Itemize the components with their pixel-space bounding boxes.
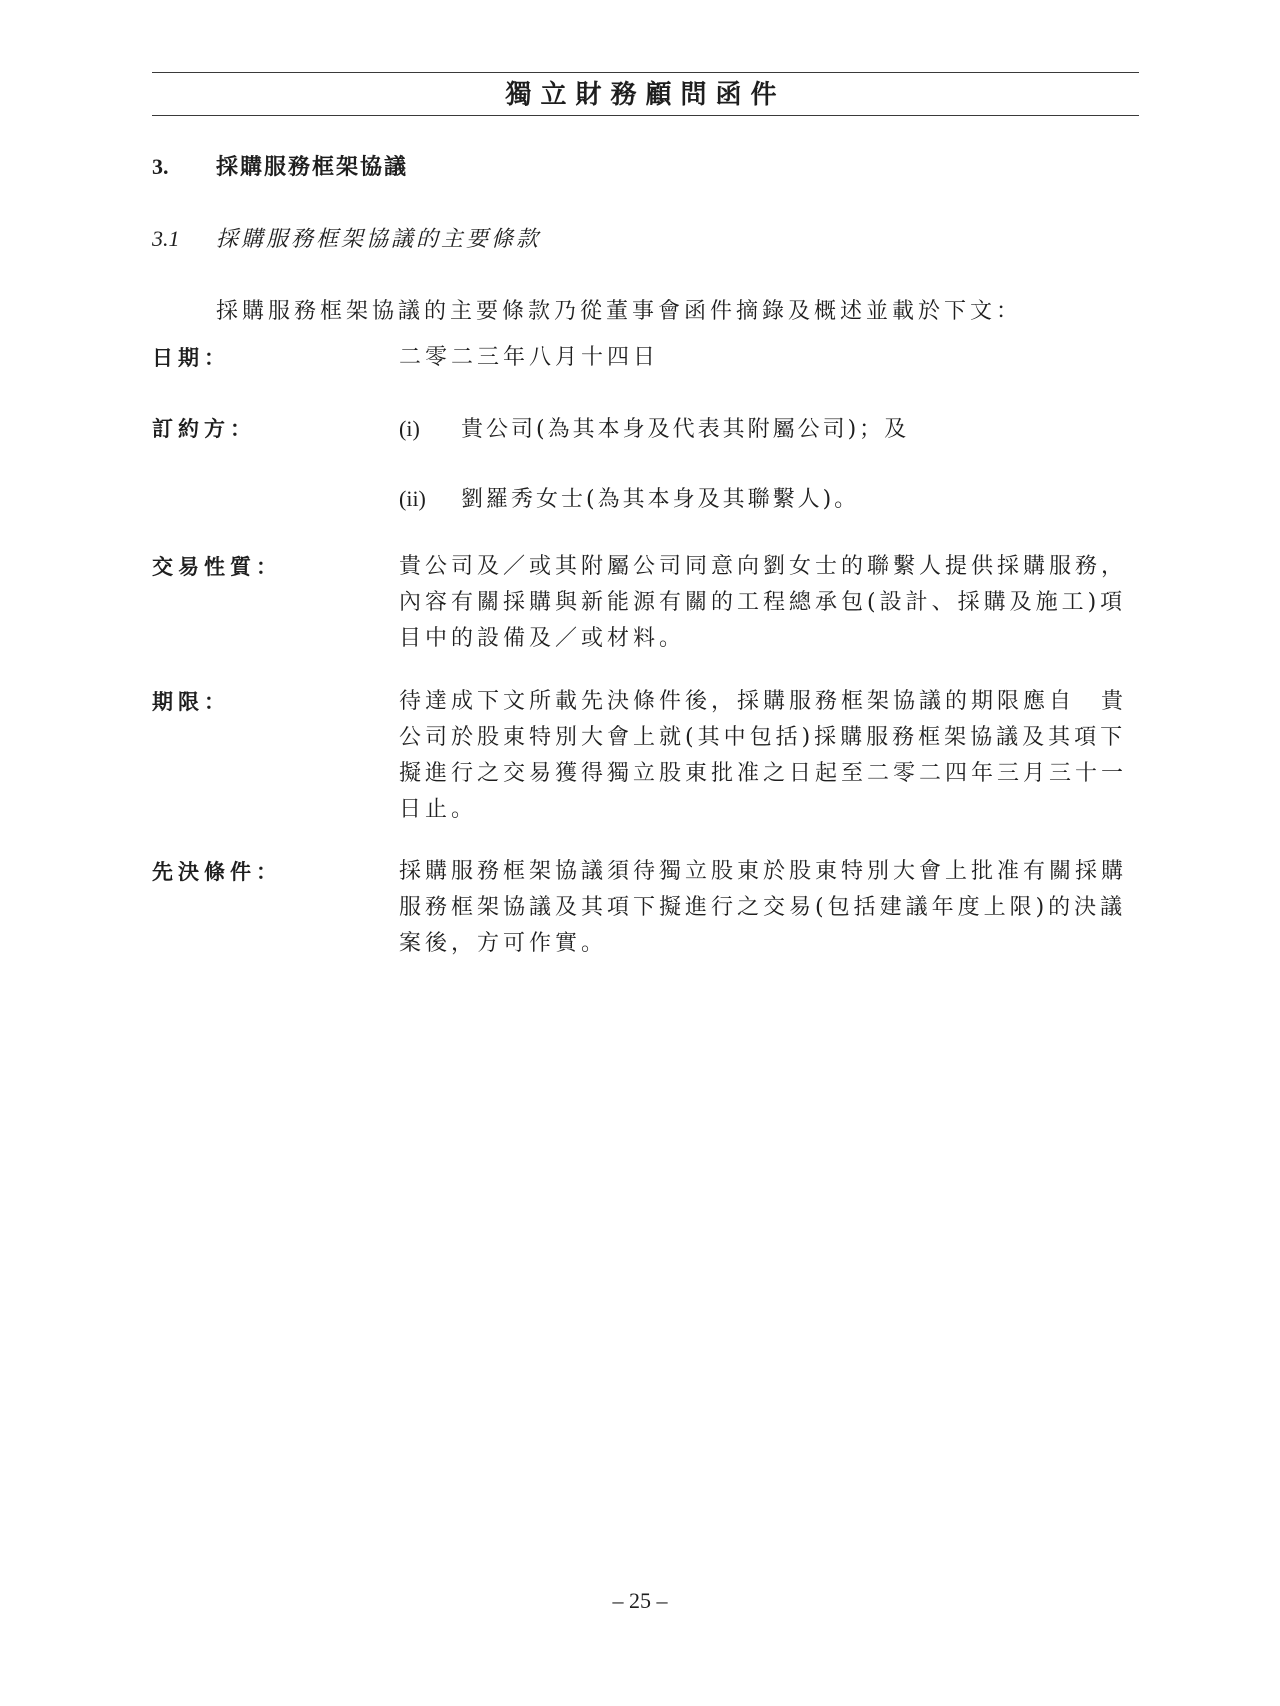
term-value-line: 目中的設備及／或材料。 [399, 626, 686, 651]
term-value-date [399, 340, 1141, 376]
section-title: 採購服務框架協議 [216, 155, 409, 180]
header-bottom-rule [152, 115, 1139, 116]
subsection-heading [152, 222, 541, 257]
party-item-text: 貴公司(為其本身及代表其附屬公司)；及 [461, 417, 910, 442]
section-number: 3. [152, 154, 169, 179]
term-label-nature: 交易性質： [152, 555, 282, 579]
page-number: – 25 – [612, 1588, 668, 1613]
term-value-line: 服務框架協議及其項下擬進行之交易(包括建議年度上限)的決議 [399, 895, 1127, 920]
term-value-line: 日止。 [399, 797, 478, 822]
term-value-line: 貴公司及／或其附屬公司同意向劉女士的聯繫人提供採購服務， [399, 554, 1128, 579]
party-item-2 [399, 481, 859, 518]
term-value-conditions [399, 854, 1141, 962]
subsection-number: 3.1 [152, 226, 180, 251]
term-label-term: 期限： [152, 690, 230, 714]
section-heading [152, 150, 408, 185]
term-value-line: 二零二三年八月十四日 [399, 345, 660, 370]
term-value-nature [399, 549, 1141, 657]
header-top-rule [152, 72, 1139, 73]
page-header-title: 獨立財務顧問函件 [505, 80, 786, 110]
term-value-line: 案後，方可作實。 [399, 931, 608, 956]
subsection-title: 採購服務框架協議的主要條款 [216, 227, 542, 252]
term-value-line: 內容有關採購與新能源有關的工程總承包(設計、採購及施工)項 [399, 590, 1127, 615]
term-value-line: 公司於股東特別大會上就(其中包括)採購服務框架協議及其項下 [399, 725, 1127, 750]
party-item-marker: (i) [399, 416, 420, 441]
term-value-term [399, 684, 1141, 828]
term-label-parties: 訂約方： [152, 417, 256, 441]
party-item-text: 劉羅秀女士(為其本身及其聯繫人)。 [461, 487, 860, 512]
term-label-conditions: 先決條件： [152, 860, 282, 884]
party-item-marker: (ii) [399, 486, 426, 511]
term-label-date: 日期： [152, 346, 230, 370]
term-value-line: 採購服務框架協議須待獨立股東於股東特別大會上批准有關採購 [399, 859, 1128, 884]
party-item-1 [399, 411, 909, 448]
term-value-line: 待達成下文所載先決條件後，採購服務框架協議的期限應自 貴 [399, 689, 1128, 714]
intro-paragraph: 採購服務框架協議的主要條款乃從董事會函件摘錄及概述並載於下文： [216, 299, 1023, 324]
term-value-line: 擬進行之交易獲得獨立股東批准之日起至二零二四年三月三十一 [399, 761, 1128, 786]
